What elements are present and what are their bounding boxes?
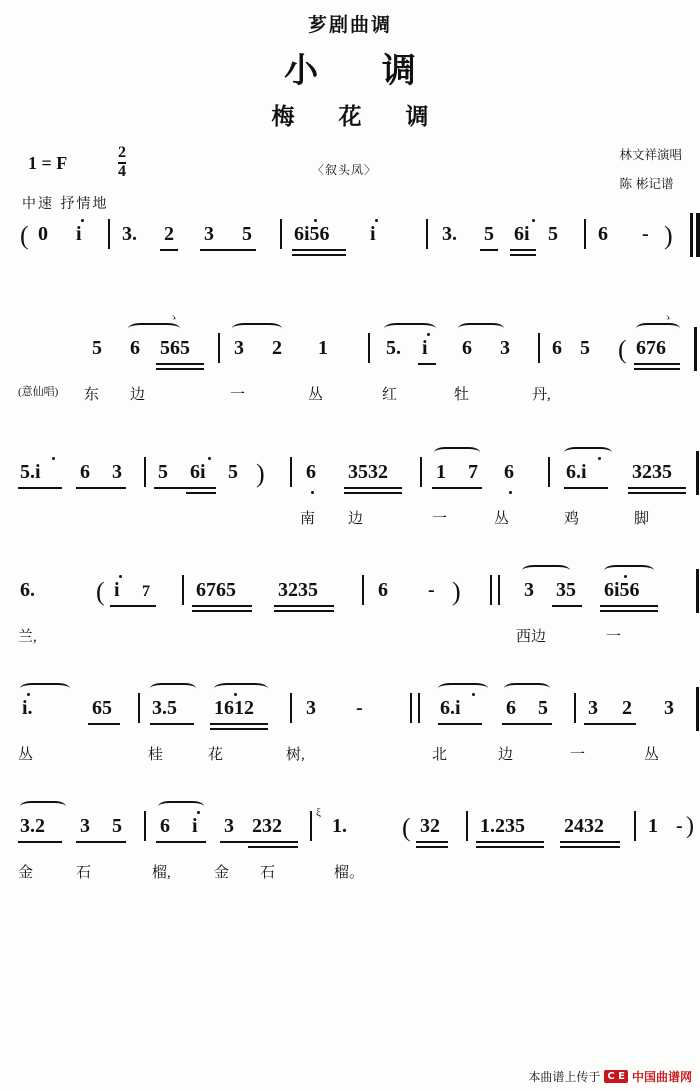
repeat-close-paren: ) bbox=[664, 221, 673, 250]
footer-text: 本曲谱上传于 bbox=[528, 1070, 601, 1084]
note: 232 bbox=[252, 815, 282, 837]
note: 1. bbox=[332, 815, 347, 837]
note: 5. bbox=[386, 337, 401, 359]
note: 1612 bbox=[214, 697, 254, 719]
octave-dot-icon bbox=[427, 333, 430, 336]
lyric: 金 bbox=[18, 865, 34, 881]
note: 2432 bbox=[564, 815, 604, 837]
note: 6 bbox=[378, 579, 388, 601]
note: 3 bbox=[112, 461, 122, 483]
lyric: 丛 bbox=[308, 387, 324, 403]
lyric: 边 bbox=[130, 387, 146, 403]
time-signature-denominator: 4 bbox=[118, 162, 126, 180]
octave-dot-icon bbox=[52, 457, 55, 460]
ornament-marking: ゝ bbox=[168, 312, 179, 324]
credit-singer: 林文祥演唱 bbox=[619, 147, 682, 162]
note: i bbox=[114, 579, 120, 601]
note: 6i56 bbox=[294, 223, 330, 245]
note: 6 bbox=[306, 461, 316, 483]
lyric: 丹, bbox=[532, 387, 551, 403]
note: 6 bbox=[506, 697, 516, 719]
note: 5 bbox=[92, 337, 102, 359]
lyric: 丛 bbox=[494, 511, 510, 527]
note: 6 bbox=[80, 461, 90, 483]
note: 6 bbox=[160, 815, 170, 837]
note: 3. bbox=[442, 223, 457, 245]
repeat-close-paren: ) bbox=[452, 577, 461, 606]
note: i bbox=[370, 223, 376, 245]
lyric: 一 bbox=[606, 629, 622, 645]
lyric: 东 bbox=[84, 387, 100, 403]
note: 32 bbox=[420, 815, 440, 837]
note: 7 bbox=[142, 583, 150, 600]
octave-dot-icon bbox=[509, 491, 512, 494]
note: 65 bbox=[92, 697, 112, 719]
note: 3532 bbox=[348, 461, 388, 483]
system-5 bbox=[18, 667, 682, 785]
note: 1.235 bbox=[480, 815, 525, 837]
system-6-lyrics bbox=[18, 861, 682, 887]
note: 0 bbox=[38, 223, 48, 245]
note: 3 bbox=[306, 697, 316, 719]
lyric: 花 bbox=[208, 747, 224, 763]
system-6 bbox=[18, 785, 694, 895]
site-name[interactable]: 中国曲谱网 bbox=[631, 1070, 692, 1084]
note: 5 bbox=[112, 815, 122, 837]
repeat-close-paren: ) bbox=[256, 459, 265, 488]
note: 3 bbox=[500, 337, 510, 359]
system-4-notes bbox=[18, 569, 682, 615]
note: 5 bbox=[158, 461, 168, 483]
octave-dot-icon bbox=[81, 219, 84, 222]
series-title: 芗剧曲调 bbox=[307, 14, 392, 36]
note: 35 bbox=[556, 579, 576, 601]
repeat-open-paren: ( bbox=[96, 577, 105, 606]
note: 3.2 bbox=[20, 815, 45, 837]
ornament-marking: ξ bbox=[316, 807, 321, 819]
note: 5 bbox=[548, 223, 558, 245]
lyric: 榴, bbox=[152, 865, 171, 881]
note: 6 bbox=[504, 461, 514, 483]
lyric: 边 bbox=[498, 747, 514, 763]
note: - bbox=[428, 579, 435, 601]
time-signature bbox=[118, 145, 126, 181]
lyric-role: (意仙唱) bbox=[18, 386, 59, 398]
system-3-notes bbox=[18, 451, 682, 497]
octave-dot-icon bbox=[197, 811, 200, 814]
note: 3 bbox=[204, 223, 214, 245]
note: 6 bbox=[462, 337, 472, 359]
note: 2 bbox=[622, 697, 632, 719]
note: 3 bbox=[80, 815, 90, 837]
lyric: 鸡 bbox=[564, 511, 580, 527]
sheet-music-page bbox=[0, 10, 700, 1091]
octave-dot-icon bbox=[234, 693, 237, 696]
site-logo-icon: C E bbox=[604, 1070, 628, 1083]
repeat-open-paren: ( bbox=[402, 813, 411, 842]
lyric: 西边 bbox=[516, 629, 547, 645]
note: 565 bbox=[160, 337, 190, 359]
system-2-lyrics bbox=[18, 383, 682, 409]
note: 3 bbox=[224, 815, 234, 837]
octave-dot-icon bbox=[314, 219, 317, 222]
lyric: 红 bbox=[382, 387, 398, 403]
time-signature-numerator: 2 bbox=[118, 144, 126, 161]
system-3 bbox=[18, 429, 682, 549]
note: 5 bbox=[228, 461, 238, 483]
note: 6i56 bbox=[604, 579, 640, 601]
octave-dot-icon bbox=[472, 693, 475, 696]
note: i bbox=[76, 223, 82, 245]
note: 1 bbox=[318, 337, 328, 359]
credit-notator: 陈 彬记谱 bbox=[619, 175, 674, 191]
note: 6i bbox=[190, 461, 206, 483]
note: 6 bbox=[130, 337, 140, 359]
note: 3 bbox=[588, 697, 598, 719]
note: i. bbox=[22, 697, 33, 719]
lyric: 丛 bbox=[644, 747, 660, 763]
key-signature: 1 = F bbox=[28, 153, 68, 173]
octave-dot-icon bbox=[375, 219, 378, 222]
system-1-notes bbox=[18, 213, 682, 259]
credits bbox=[619, 141, 682, 199]
system-3-lyrics bbox=[18, 507, 682, 533]
note: 3. bbox=[122, 223, 137, 245]
lyric: 一 bbox=[432, 511, 448, 527]
repeat-close-paren: ) bbox=[686, 813, 694, 839]
note: 6. bbox=[20, 579, 35, 601]
lyric: 金 bbox=[214, 865, 230, 881]
note: - bbox=[676, 815, 683, 837]
system-1 bbox=[18, 213, 682, 309]
note: 5 bbox=[580, 337, 590, 359]
note: 1 bbox=[648, 815, 658, 837]
octave-dot-icon bbox=[208, 457, 211, 460]
note: 2 bbox=[164, 223, 174, 245]
note: 1 bbox=[436, 461, 446, 483]
octave-dot-icon bbox=[598, 457, 601, 460]
lyric: 北 bbox=[432, 747, 448, 763]
note: 5.i bbox=[20, 461, 41, 483]
octave-dot-icon bbox=[119, 575, 122, 578]
lyric: 南 bbox=[300, 511, 316, 527]
lyric: 脚 bbox=[634, 511, 650, 527]
lyric: 桂 bbox=[148, 747, 164, 763]
note: 3 bbox=[234, 337, 244, 359]
paiban-label: 〈叙头凤〉 bbox=[312, 163, 378, 177]
lyric: 树, bbox=[286, 747, 305, 763]
note: 3235 bbox=[278, 579, 318, 601]
system-2 bbox=[18, 309, 682, 429]
system-4-lyrics bbox=[18, 625, 682, 651]
lyric: 榴。 bbox=[334, 865, 365, 881]
note: 6765 bbox=[196, 579, 236, 601]
note: 676 bbox=[636, 337, 666, 359]
note: 5 bbox=[538, 697, 548, 719]
lyric: 一 bbox=[570, 747, 586, 763]
page-subtitle: 梅 花 调 bbox=[271, 104, 447, 130]
octave-dot-icon bbox=[532, 219, 535, 222]
lyric: 一 bbox=[230, 387, 246, 403]
tempo-marking: 中速 抒情地 bbox=[22, 196, 109, 212]
footer-watermark bbox=[528, 1068, 692, 1085]
lyric: 石 bbox=[76, 865, 92, 881]
note: 6.i bbox=[440, 697, 461, 719]
octave-dot-icon bbox=[311, 491, 314, 494]
note: 3 bbox=[664, 697, 674, 719]
note: 5 bbox=[242, 223, 252, 245]
note: 6.i bbox=[566, 461, 587, 483]
lyric: 兰, bbox=[18, 629, 37, 645]
note: 5 bbox=[484, 223, 494, 245]
note: i bbox=[192, 815, 198, 837]
note: 7 bbox=[468, 461, 478, 483]
note: 6 bbox=[598, 223, 608, 245]
system-4 bbox=[18, 549, 682, 667]
note: 3235 bbox=[632, 461, 672, 483]
system-6-notes bbox=[18, 805, 694, 851]
note: 3 bbox=[524, 579, 534, 601]
note: i bbox=[422, 337, 428, 359]
score-metadata bbox=[0, 141, 700, 213]
octave-dot-icon bbox=[27, 693, 30, 696]
music-systems bbox=[18, 213, 694, 895]
note: 6 bbox=[552, 337, 562, 359]
system-2-notes bbox=[18, 312, 682, 373]
note: - bbox=[356, 697, 363, 719]
note: - bbox=[642, 223, 649, 245]
repeat-open-paren: ( bbox=[20, 221, 29, 250]
system-5-lyrics bbox=[18, 743, 682, 769]
lyric: 丛 bbox=[18, 747, 34, 763]
repeat-open-paren: ( bbox=[618, 335, 627, 364]
lyric: 牡 bbox=[454, 387, 470, 403]
note: 6i bbox=[514, 223, 530, 245]
page-title: 小 调 bbox=[284, 51, 442, 91]
octave-dot-icon bbox=[624, 575, 627, 578]
system-5-notes bbox=[18, 687, 682, 733]
ornament-marking: ゝ bbox=[662, 312, 673, 324]
lyric: 石 bbox=[260, 865, 276, 881]
lyric: 边 bbox=[348, 511, 364, 527]
note: 3.5 bbox=[152, 697, 177, 719]
note: 2 bbox=[272, 337, 282, 359]
